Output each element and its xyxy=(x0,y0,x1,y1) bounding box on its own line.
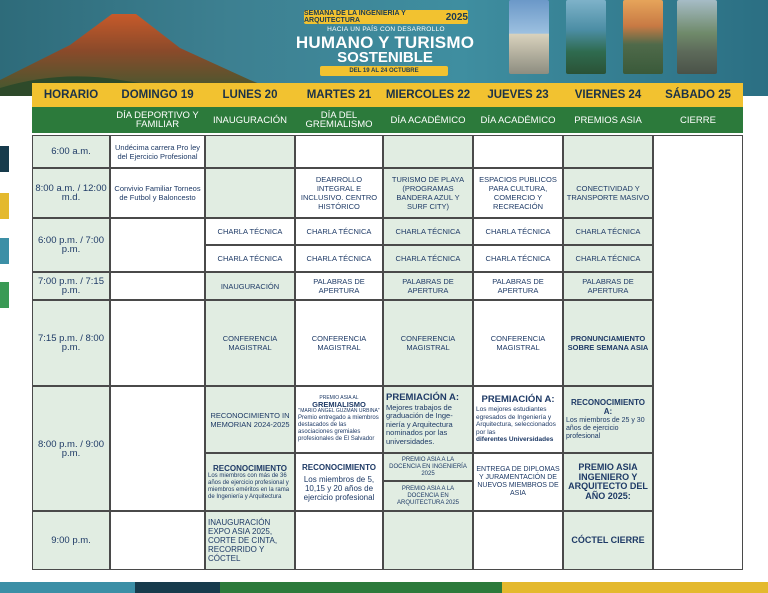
event-cell-palabras: PALABRAS DE APERTURA xyxy=(383,272,473,300)
event-cell-tue-reconocimiento xyxy=(295,453,383,511)
event-cell-mon-reconocimiento xyxy=(205,453,295,511)
side-marker-yellow xyxy=(0,193,9,219)
time-cell: 8:00 p.m. / 9:00 p.m. xyxy=(32,386,110,511)
time-cell: 9:00 p.m. xyxy=(32,511,110,570)
volcano-illustration xyxy=(0,0,290,96)
saturday-column xyxy=(653,135,743,570)
theme-domingo: DÍA DEPORTIVO Y FAMILIAR xyxy=(116,110,199,130)
theme-lunes: INAUGURACIÓN xyxy=(213,114,287,126)
header-banner xyxy=(0,0,768,96)
day-header-miercoles: MIERCOLES 22 xyxy=(385,89,471,101)
event-cell-palabras: PALABRAS DE APERTURA xyxy=(295,272,383,300)
title-line-2: SOSTENIBLE xyxy=(337,49,433,66)
event-cell-thu-diplomas: ENTREGA DE DIPLOMAS Y JURAMENTACIÓN DE NUEVOS MIEMBROS DE ASIA xyxy=(473,453,563,511)
empty-cell xyxy=(295,135,383,168)
theme-sabado: CIERRE xyxy=(680,114,716,126)
event-cell-charla: CHARLA TÉCNICA xyxy=(295,218,383,245)
event-dates: DEL 19 AL 24 OCTUBRE xyxy=(320,66,448,76)
time-cell: 7:15 p.m. / 8:00 p.m. xyxy=(32,300,110,386)
empty-cell xyxy=(295,511,383,570)
event-cell-charla: CHARLA TÉCNICA xyxy=(563,218,653,245)
photo-palace xyxy=(509,0,549,74)
day-header-lunes: LUNES 20 xyxy=(222,89,278,101)
empty-cell xyxy=(110,386,205,511)
tue-premio-title: GREMIALISMO xyxy=(312,400,366,409)
event-cell-expo: INAUGURACIÓN EXPO ASIA 2025, CORTE DE CINTA, RECORRIDO Y CÓCTEL xyxy=(205,511,295,570)
event-cell-wed-premio-arq: PREMIO ASIA A LA DOCENCIA EN ARQUITECTURA 2025 xyxy=(383,481,473,511)
fri-reconocimiento-desc: Los miembros de 25 y 30 años de ejercicio profesional xyxy=(566,417,645,440)
empty-cell xyxy=(110,511,205,570)
event-cell-pronunciamiento: PRONUNCIAMIENTO SOBRE SEMANA ASIA xyxy=(563,300,653,386)
footer-bar-green xyxy=(220,582,502,593)
photo-highway xyxy=(677,0,717,74)
empty-cell xyxy=(110,272,205,300)
event-cell-palabras: PALABRAS DE APERTURA xyxy=(473,272,563,300)
event-cell-charla: CHARLA TÉCNICA xyxy=(473,245,563,272)
mon-reconocimiento-title: RECONOCIMIENTO xyxy=(212,463,288,473)
mon-reconocimiento-desc: Los miembros con más de 36 años de ejercicio profesional y miembros eméritos en la rama de Ingeniería y Arquitectura xyxy=(208,472,290,500)
photo-city xyxy=(623,0,663,74)
event-cell-wed-premio-ing: PREMIO ASIA A LA DOCENCIA EN INGENIERÍA 2025 xyxy=(383,453,473,481)
empty-cell xyxy=(473,511,563,570)
title-line-1: HUMANO Y TURISMO xyxy=(295,33,475,52)
day-header-sabado: SÁBADO 25 xyxy=(665,89,731,101)
theme-jueves: DÍA ACADÉMICO xyxy=(480,114,556,126)
fri-reconocimiento-title: RECONOCIMIENTO A: xyxy=(570,398,646,416)
side-marker-teal xyxy=(0,238,9,264)
event-cell-thu-8am: ESPACIOS PUBLICOS PARA CULTURA, COMERCIO Y RECREACIÓN xyxy=(473,168,563,218)
footer-bar-navy xyxy=(135,582,220,593)
event-cell-charla: CHARLA TÉCNICA xyxy=(473,218,563,245)
event-cell-charla: CHARLA TÉCNICA xyxy=(295,245,383,272)
day-header-jueves: JUEVES 23 xyxy=(487,89,549,101)
event-cell-memoriam: RECONOCIMIENTO IN MEMORIAN 2024-2025 xyxy=(205,386,295,453)
theme-miercoles: DÍA ACADÉMICO xyxy=(390,114,466,126)
wed-premiacion-desc: Mejores trabajos de graduación de Inge-niería y Arquitectura nominados por las universidades. xyxy=(386,402,453,446)
event-cell-conferencia: CONFERENCIA MAGISTRAL xyxy=(205,300,295,386)
event-cell-wed-8am: TURISMO DE PLAYA (PROGRAMAS BANDERA AZUL Y SURF CITY) xyxy=(383,168,473,218)
event-cell-sun-8am: Convivio Familiar Torneos de Futbol y Baloncesto xyxy=(110,168,205,218)
event-cell-tue-8am: DEARROLLO INTEGRAL E INCLUSIVO. CENTRO HISTÓRICO xyxy=(295,168,383,218)
tue-reconocimiento-desc: Los miembros de 5, 10,15 y 20 años de ejercicio profesional xyxy=(303,474,375,502)
event-cell-fri-reconocimiento xyxy=(563,386,653,453)
time-cell: 8:00 a.m. / 12:00 m.d. xyxy=(32,168,110,218)
event-cell-fri-coctel: CÓCTEL CIERRE xyxy=(563,511,653,570)
day-header-horario: HORARIO xyxy=(43,89,99,101)
tue-premio-name: "MARIO ANGEL GUZMAN URBINA" xyxy=(298,408,380,414)
photo-beach xyxy=(566,0,606,74)
event-cell-tue-premio xyxy=(295,386,383,453)
side-marker-navy xyxy=(0,146,9,172)
footer-bar-yellow xyxy=(502,582,768,593)
event-cell-conferencia: CONFERENCIA MAGISTRAL xyxy=(295,300,383,386)
tue-premio-small: PREMIO ASIA AL xyxy=(319,395,359,401)
event-cell-conferencia: CONFERENCIA MAGISTRAL xyxy=(383,300,473,386)
event-cell-conferencia: CONFERENCIA MAGISTRAL xyxy=(473,300,563,386)
side-marker-green xyxy=(0,282,9,308)
time-cell: 6:00 p.m. / 7:00 p.m. xyxy=(32,218,110,272)
empty-cell xyxy=(205,168,295,218)
event-cell-sun-6am: Undécima carrera Pro ley del Ejercicio Profesional xyxy=(110,135,205,168)
event-cell-charla: CHARLA TÉCNICA xyxy=(383,218,473,245)
empty-cell xyxy=(563,135,653,168)
empty-cell xyxy=(473,135,563,168)
event-cell-charla: CHARLA TÉCNICA xyxy=(563,245,653,272)
day-header-viernes: VIERNES 24 xyxy=(574,89,642,101)
theme-martes: DÍA DEL GREMIALISMO xyxy=(305,110,373,130)
empty-cell xyxy=(383,511,473,570)
time-cell: 6:00 a.m. xyxy=(32,135,110,168)
event-cell-wed-premiacion xyxy=(383,386,473,453)
day-header-row xyxy=(32,83,743,107)
event-cell-charla: CHARLA TÉCNICA xyxy=(383,245,473,272)
event-name: SEMANA DE LA INGENIERIA Y ARQUITECTURA xyxy=(304,10,406,24)
empty-cell xyxy=(110,218,205,272)
empty-cell xyxy=(205,135,295,168)
event-name-banner xyxy=(304,10,468,24)
event-cell-palabras: PALABRAS DE APERTURA xyxy=(563,272,653,300)
event-year: 2025 xyxy=(445,11,468,23)
event-cell-charla: CHARLA TÉCNICA xyxy=(205,218,295,245)
tue-premio-desc: Premio entregado a miembros destacados de las asociaciones gremiales profesionales de El Salvador xyxy=(298,415,379,442)
event-cell-inauguracion: INAUGURACIÓN xyxy=(205,272,295,300)
empty-cell xyxy=(110,300,205,386)
event-cell-charla: CHARLA TÉCNICA xyxy=(205,245,295,272)
event-cell-fri-premio-ing: PREMIO ASIA INGENIERO Y ARQUITECTO DEL AÑO 2025: xyxy=(563,453,653,511)
tue-reconocimiento-title: RECONOCIMIENTO xyxy=(301,462,377,472)
thu-premiacion-bold: diferentes Universidades xyxy=(476,436,554,444)
theme-viernes: PREMIOS ASIA xyxy=(574,114,642,126)
wed-premiacion-title: PREMIACIÓN A: xyxy=(386,391,460,403)
day-header-domingo: DOMINGO 19 xyxy=(121,89,194,101)
empty-cell xyxy=(383,135,473,168)
event-cell-fri-8am: CONECTIVIDAD Y TRANSPORTE MASIVO xyxy=(563,168,653,218)
thu-premiacion-desc: Los mejores estudiantes egresados de Ingeniería y Arquitectura, seleccionados por las xyxy=(476,406,556,436)
theme-row xyxy=(32,107,743,133)
day-header-martes: MARTES 21 xyxy=(306,89,372,101)
thu-premiacion-title: PREMIACIÓN A: xyxy=(481,394,555,406)
tagline: HACIA UN PAÍS CON DESARROLLO xyxy=(327,26,445,33)
event-cell-thu-premiacion xyxy=(473,386,563,453)
footer-bar-teal xyxy=(0,582,135,593)
time-cell: 7:00 p.m. / 7:15 p.m. xyxy=(32,272,110,300)
